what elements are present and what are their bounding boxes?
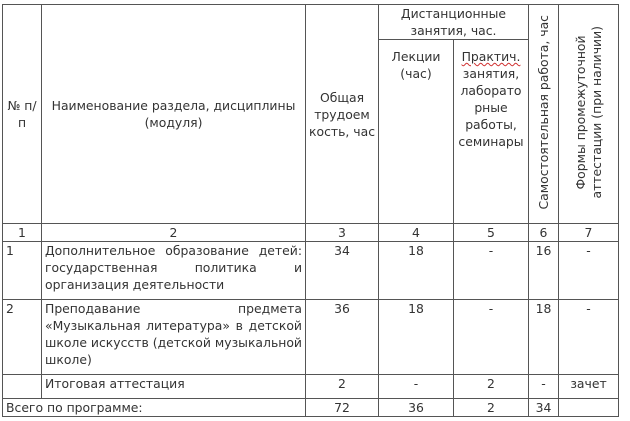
header-forms-line1: Формы промежуточной	[572, 34, 588, 190]
row-num: 1	[3, 242, 42, 300]
header-practice-rest: занятия, лаборато рные работы, семинары	[458, 66, 524, 149]
row-total: 34	[306, 242, 379, 300]
row-total: 36	[306, 300, 379, 375]
row-num: 2	[3, 300, 42, 375]
row-practice: -	[454, 242, 529, 300]
row-form: зачет	[559, 375, 619, 399]
row-self: 18	[529, 300, 559, 375]
total-row	[3, 399, 619, 417]
row-num	[3, 375, 42, 399]
total-lectures: 36	[379, 399, 454, 417]
colnum-5: 5	[454, 224, 529, 242]
header-name: Наименование раздела, дисциплины (модуля)	[42, 5, 306, 224]
header-self-work	[529, 5, 559, 224]
row-self: -	[529, 375, 559, 399]
total-practice: 2	[454, 399, 529, 417]
header-self-work-text: Самостоятельная работа, час	[535, 14, 551, 210]
header-forms	[559, 5, 619, 224]
total-label: Всего по программе:	[3, 399, 306, 417]
row-self: 16	[529, 242, 559, 300]
colnum-4: 4	[379, 224, 454, 242]
row-lectures: -	[379, 375, 454, 399]
colnum-1: 1	[3, 224, 42, 242]
colnum-2: 2	[42, 224, 306, 242]
row-form: -	[559, 300, 619, 375]
total-form	[559, 399, 619, 417]
row-name: Дополнительное образование детей: государственная политика и организация деятельности	[42, 242, 306, 300]
header-practice	[454, 40, 529, 224]
total-self: 34	[529, 399, 559, 417]
header-forms-text	[573, 26, 605, 198]
row-name: Преподавание предмета «Музыкальная литература» в детской школе искусств (детской музыкальной школе)	[42, 300, 306, 375]
table-row	[3, 300, 619, 375]
row-practice: 2	[454, 375, 529, 399]
curriculum-table	[2, 4, 619, 417]
header-num: № п/п	[3, 5, 42, 224]
header-forms-line2: аттестации (при наличии)	[588, 25, 604, 199]
row-lectures: 18	[379, 242, 454, 300]
row-form: -	[559, 242, 619, 300]
total-hours: 72	[306, 399, 379, 417]
table-row	[3, 242, 619, 300]
header-distance: Дистанционные занятия, час.	[379, 5, 529, 40]
colnum-6: 6	[529, 224, 559, 242]
colnum-7: 7	[559, 224, 619, 242]
row-name: Итоговая аттестация	[42, 375, 306, 399]
table-row	[3, 375, 619, 399]
header-total: Общая трудоем кость, час	[306, 5, 379, 224]
header-row-1	[3, 5, 619, 40]
row-practice: -	[454, 300, 529, 375]
header-lectures: Лекции (час)	[379, 40, 454, 224]
row-total: 2	[306, 375, 379, 399]
colnum-3: 3	[306, 224, 379, 242]
column-number-row	[3, 224, 619, 242]
row-lectures: 18	[379, 300, 454, 375]
header-practice-word: Практич.	[461, 49, 521, 64]
